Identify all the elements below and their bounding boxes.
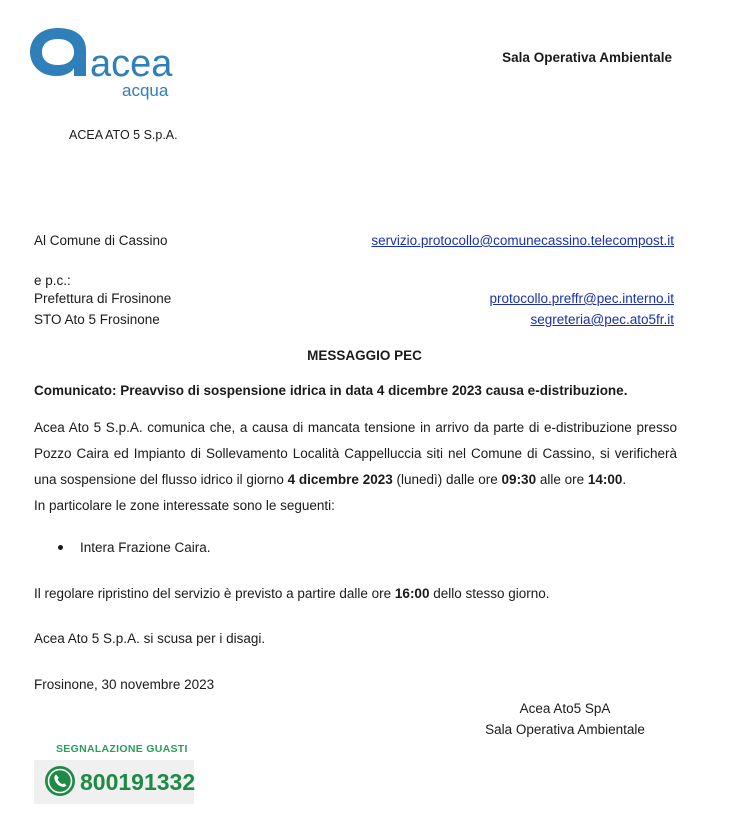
bullet-icon bbox=[58, 545, 63, 550]
restore-time: 16:00 bbox=[394, 586, 430, 601]
acea-logo bbox=[28, 24, 180, 100]
acea-logo-mark bbox=[28, 24, 180, 100]
guasti-label: SEGNALAZIONE GUASTI bbox=[56, 743, 188, 755]
zone-list-item bbox=[58, 540, 211, 555]
restore-text-a: Il regolare ripristino del servizio è previsto a partire dalle ore bbox=[34, 586, 395, 601]
place-date: Frosinone, 30 novembre 2023 bbox=[34, 677, 215, 692]
restore-text-b: dello stesso giorno. bbox=[429, 586, 550, 601]
body-text-b: (lunedì) dalle ore bbox=[392, 472, 502, 487]
logo-word: acea bbox=[90, 43, 173, 85]
cc-email-prefettura[interactable]: protocollo.preffr@pec.interno.it bbox=[489, 291, 674, 306]
body-date: 4 dicembre 2023 bbox=[287, 472, 393, 487]
body-text-c: alle ore bbox=[536, 472, 588, 487]
recipient-main-email[interactable]: servizio.protocollo@comunecassino.telecompost.it bbox=[371, 233, 674, 248]
body-text-a: Acea Ato 5 S.p.A. comunica che, a causa di mancata tensione in arrivo da parte di e-distribuzione presso Pozzo Caira ed Impianto di Sollevamento Località Cappelluccia siti nel Comune di Cassino, si verificherà una sospensione del flusso idrico il giorno bbox=[34, 420, 677, 487]
message-body bbox=[34, 415, 677, 519]
cc-label-prefettura: Prefettura di Frosinone bbox=[34, 291, 172, 306]
company-name: ACEA ATO 5 S.p.A. bbox=[69, 128, 178, 142]
logo-sub: acqua bbox=[122, 81, 169, 100]
phone-number[interactable]: 800191332 bbox=[80, 769, 196, 795]
department-name: Sala Operativa Ambientale bbox=[502, 50, 672, 65]
restore-text bbox=[34, 585, 550, 603]
signature-line2: Sala Operativa Ambientale bbox=[485, 722, 645, 737]
cc-label: e p.c.: bbox=[34, 273, 71, 288]
recipient-main-label: Al Comune di Cassino bbox=[34, 233, 168, 248]
message-title: MESSAGGIO PEC bbox=[307, 348, 422, 363]
body-time-end: 14:00 bbox=[587, 472, 623, 487]
phone-icon bbox=[44, 765, 76, 797]
message-subject: Comunicato: Preavviso di sospensione idrica in data 4 dicembre 2023 causa e-distribuzione. bbox=[34, 383, 628, 398]
apology-text: Acea Ato 5 S.p.A. si scusa per i disagi. bbox=[34, 631, 266, 646]
cc-email-sto[interactable]: segreteria@pec.ato5fr.it bbox=[530, 312, 674, 327]
zone-text: Intera Frazione Caira. bbox=[80, 540, 211, 555]
body-text-d: . bbox=[622, 472, 627, 487]
signature bbox=[470, 698, 660, 740]
body-zones-intro: In particolare le zone interessate sono le seguenti: bbox=[34, 498, 335, 513]
cc-label-sto: STO Ato 5 Frosinone bbox=[34, 312, 160, 327]
signature-line1: Acea Ato5 SpA bbox=[519, 701, 611, 716]
body-time-start: 09:30 bbox=[501, 472, 537, 487]
